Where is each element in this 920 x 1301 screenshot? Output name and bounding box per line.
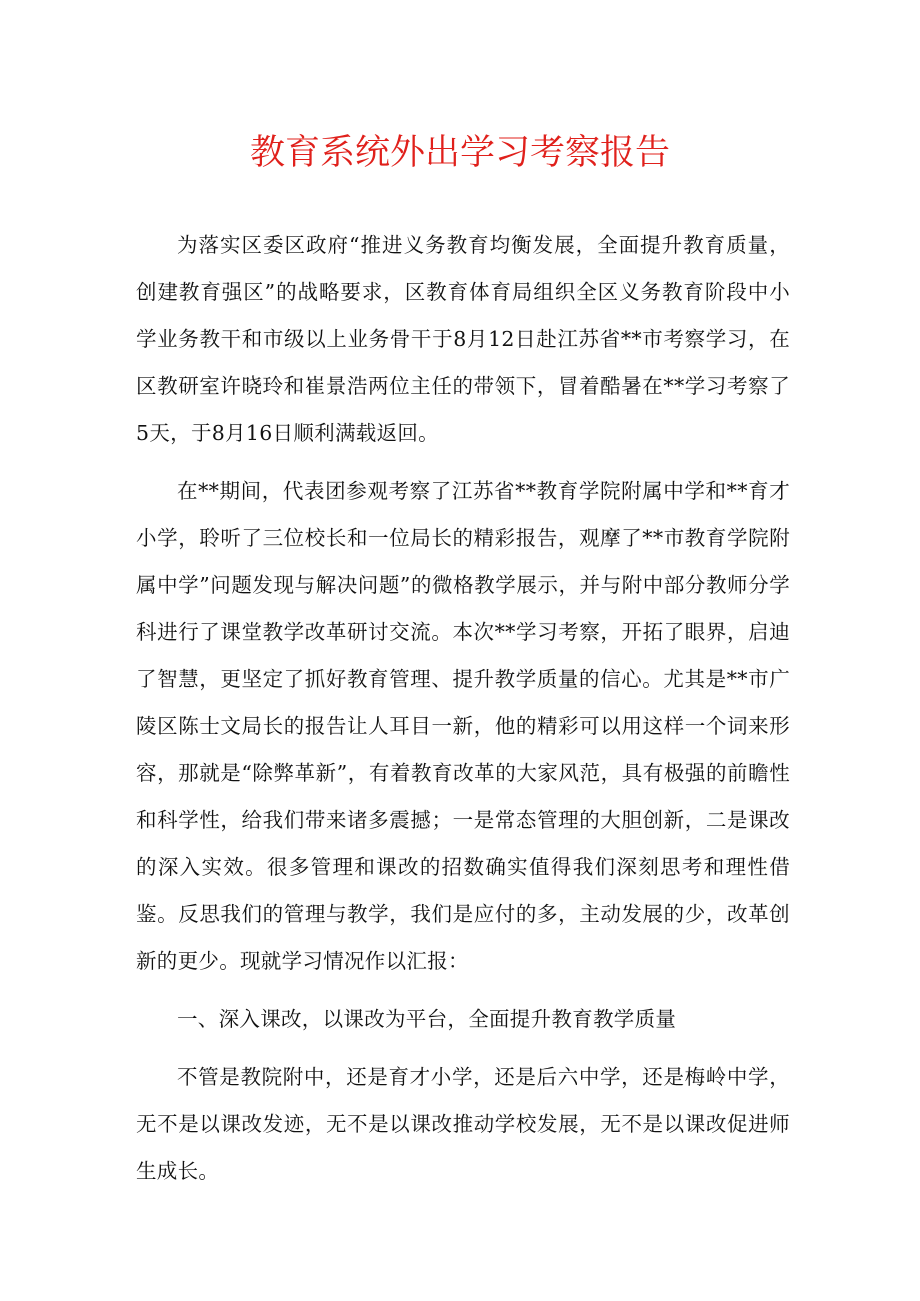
document-title: 教育系统外出学习考察报告 [249,133,670,173]
section-heading-1: 一、深入课改，以课改为平台，全面提升教育教学质量 [177,1007,677,1031]
document-body [136,222,790,1206]
paragraph-section-1: 不管是教院附中，还是育才小学，还是后六中学，还是梅岭中学，无不是以课改发迹，无不是以课改推动学校发展，无不是以课改促进师生成长。 [136,1065,790,1183]
paragraph-intro: 为落实区委区政府“推进义务教育均衡发展，全面提升教育质量，创建教育强区”的战略要求，区教育体育局组织全区义务教育阶段中小学业务教干和市级以上业务骨干于8月12日赴江苏省**市考察学习，在区教研室许晓玲和崔景浩两位主任的带领下，冒着酷暑在**学习考察了5天，于8月16日顺利满载返回。 [136,233,790,445]
paragraph-visit-summary: 在**期间，代表团参观考察了江苏省**教育学院附属中学和**育才小学，聆听了三位校长和一位局长的精彩报告，观摩了**市教育学院附属中学”问题发现与解决问题”的微格教学展示，并与附中部分教师分学科进行了课堂教学改革研讨交流。本次**学习考察，开拓了眼界，启迪了智慧，更坚定了抓好教育管理、提升教学质量的信心。尤其是**市广陵区陈士文局长的报告让人耳目一新，他的精彩可以用这样一个词来形容，那就是“除弊革新”，有着教育改革的大家风范，具有极强的前瞻性和科学性，给我们带来诸多震撼；一是常态管理的大胆创新，二是课改的深入实效。很多管理和课改的招数确实值得我们深刻思考和理性借鉴。反思我们的管理与教学，我们是应付的多，主动发展的少，改革创新的更少。现就学习情况作以汇报： [136,479,790,973]
